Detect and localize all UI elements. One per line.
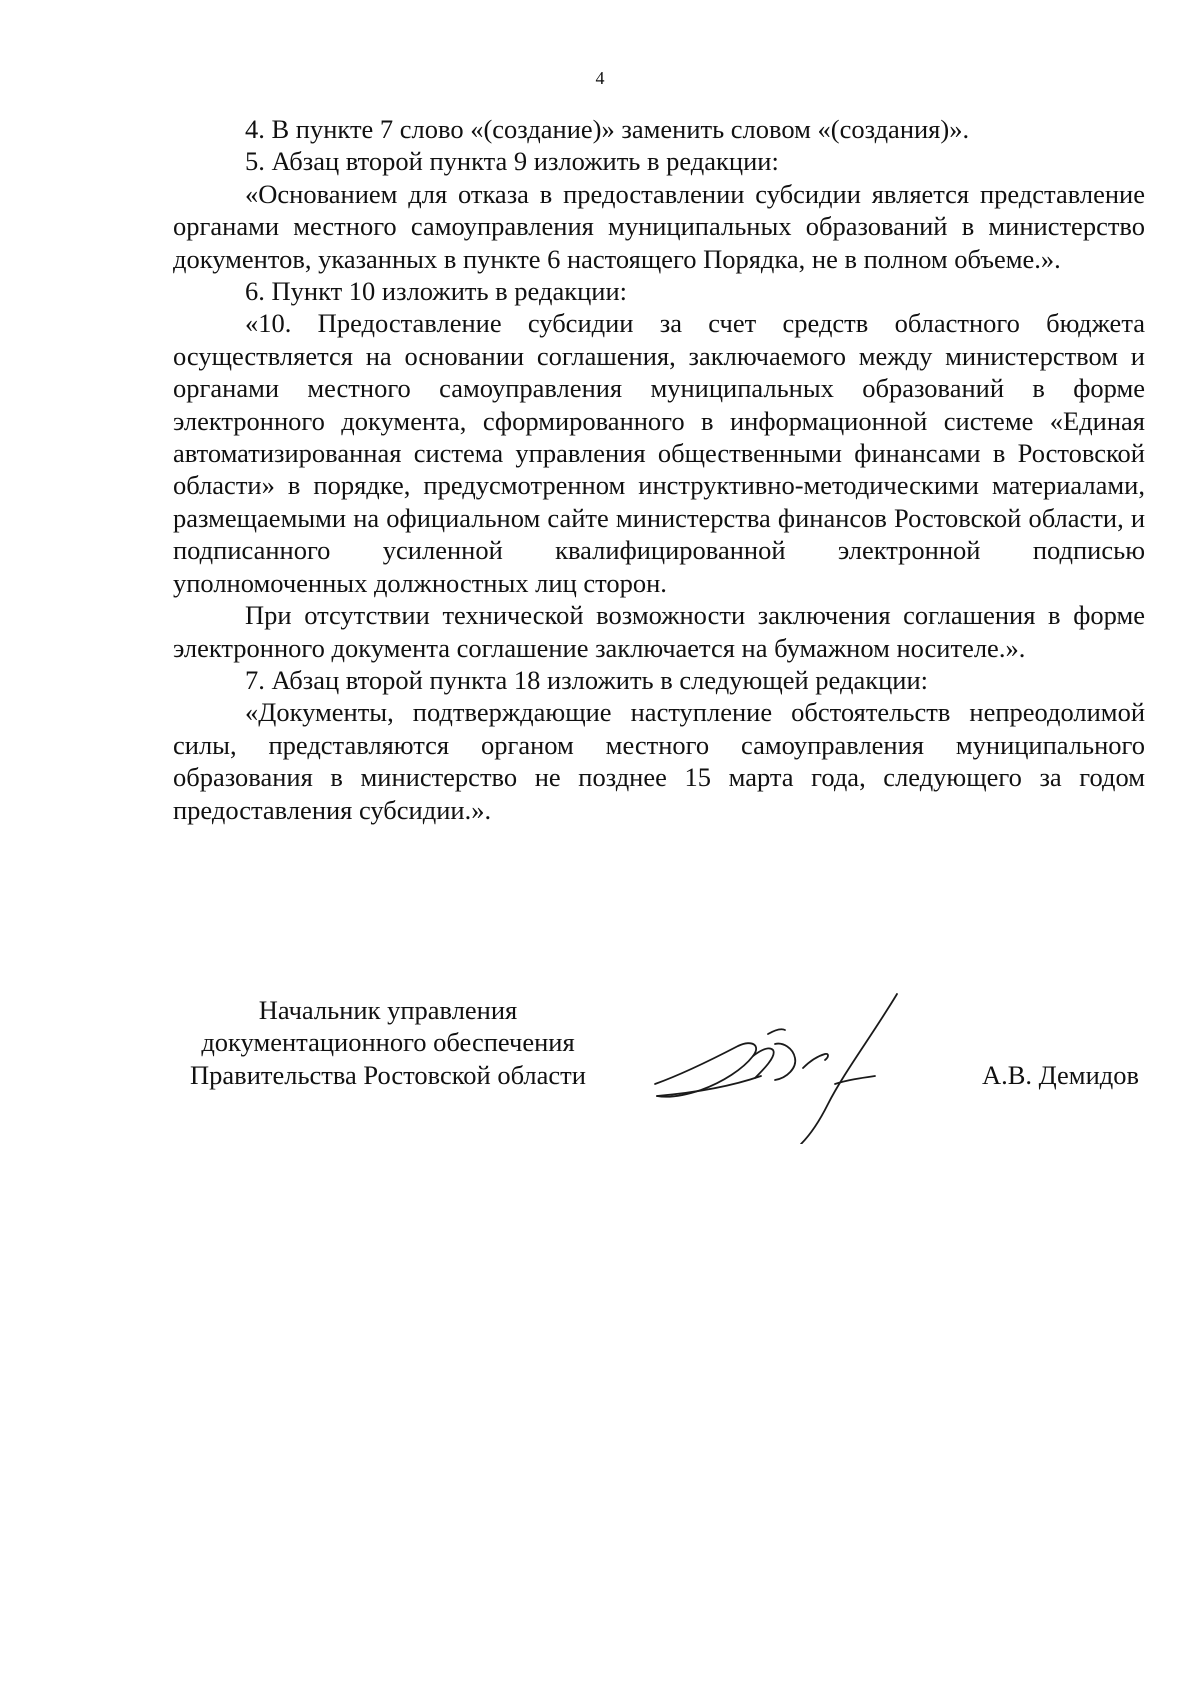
signer-position-line: Правительства Ростовской области: [190, 1059, 586, 1090]
paragraph: «Документы, подтверждающие наступление обстоятельств непреодолимой силы, представляются органом местного самоуправления муниципального образования в министерство не позднее 15 марта года, следующего за годом предоставления субсидии.».: [173, 697, 1145, 825]
signer-position-line: документационного обеспечения: [201, 1027, 575, 1058]
signer-name: А.В. Демидов: [981, 1060, 1139, 1090]
paragraph: При отсутствии технической возможности заключения соглашения в форме электронного документа соглашение заключается на бумажном носителе.».: [173, 600, 1145, 663]
paragraph: 7. Абзац второй пункта 18 изложить в следующей редакции:: [245, 664, 928, 695]
signer-position-line: Начальник управления: [258, 995, 518, 1025]
paragraph: 6. Пункт 10 изложить в редакции:: [245, 276, 627, 307]
page-number: 4: [595, 68, 605, 88]
handwritten-signature: [643, 984, 903, 1144]
paragraph: 4. В пункте 7 слово «(создание)» заменить словом «(создания)».: [245, 114, 970, 144]
paragraph: «10. Предоставление субсидии за счет средств областного бюджета осуществляется на основании соглашения, заключаемого между министерством и органами местного самоуправления муниципальных образований в форме электронного документа, сформированного в информационной системе «Единая автоматизированная система управления общественными финансами в Ростовской области» в порядке, предусмотренном инструктивно-методическими материалами, размещаемыми на официальном сайте министерства финансов Ростовской области, и подписанного усиленной квалифицированной электронной подписью уполномоченных должностных лиц сторон.: [173, 308, 1145, 598]
paragraph: «Основанием для отказа в предоставлении субсидии является представление органами местного самоуправления муниципальных образований в министерство документов, указанных в пункте 6 настоящего Порядка, не в полном объеме.».: [173, 178, 1145, 274]
signature-block: [173, 994, 1145, 1144]
paragraph: 5. Абзац второй пункта 9 изложить в редакции:: [245, 146, 779, 177]
signer-position: [173, 994, 603, 1091]
document-body: [173, 113, 1145, 826]
